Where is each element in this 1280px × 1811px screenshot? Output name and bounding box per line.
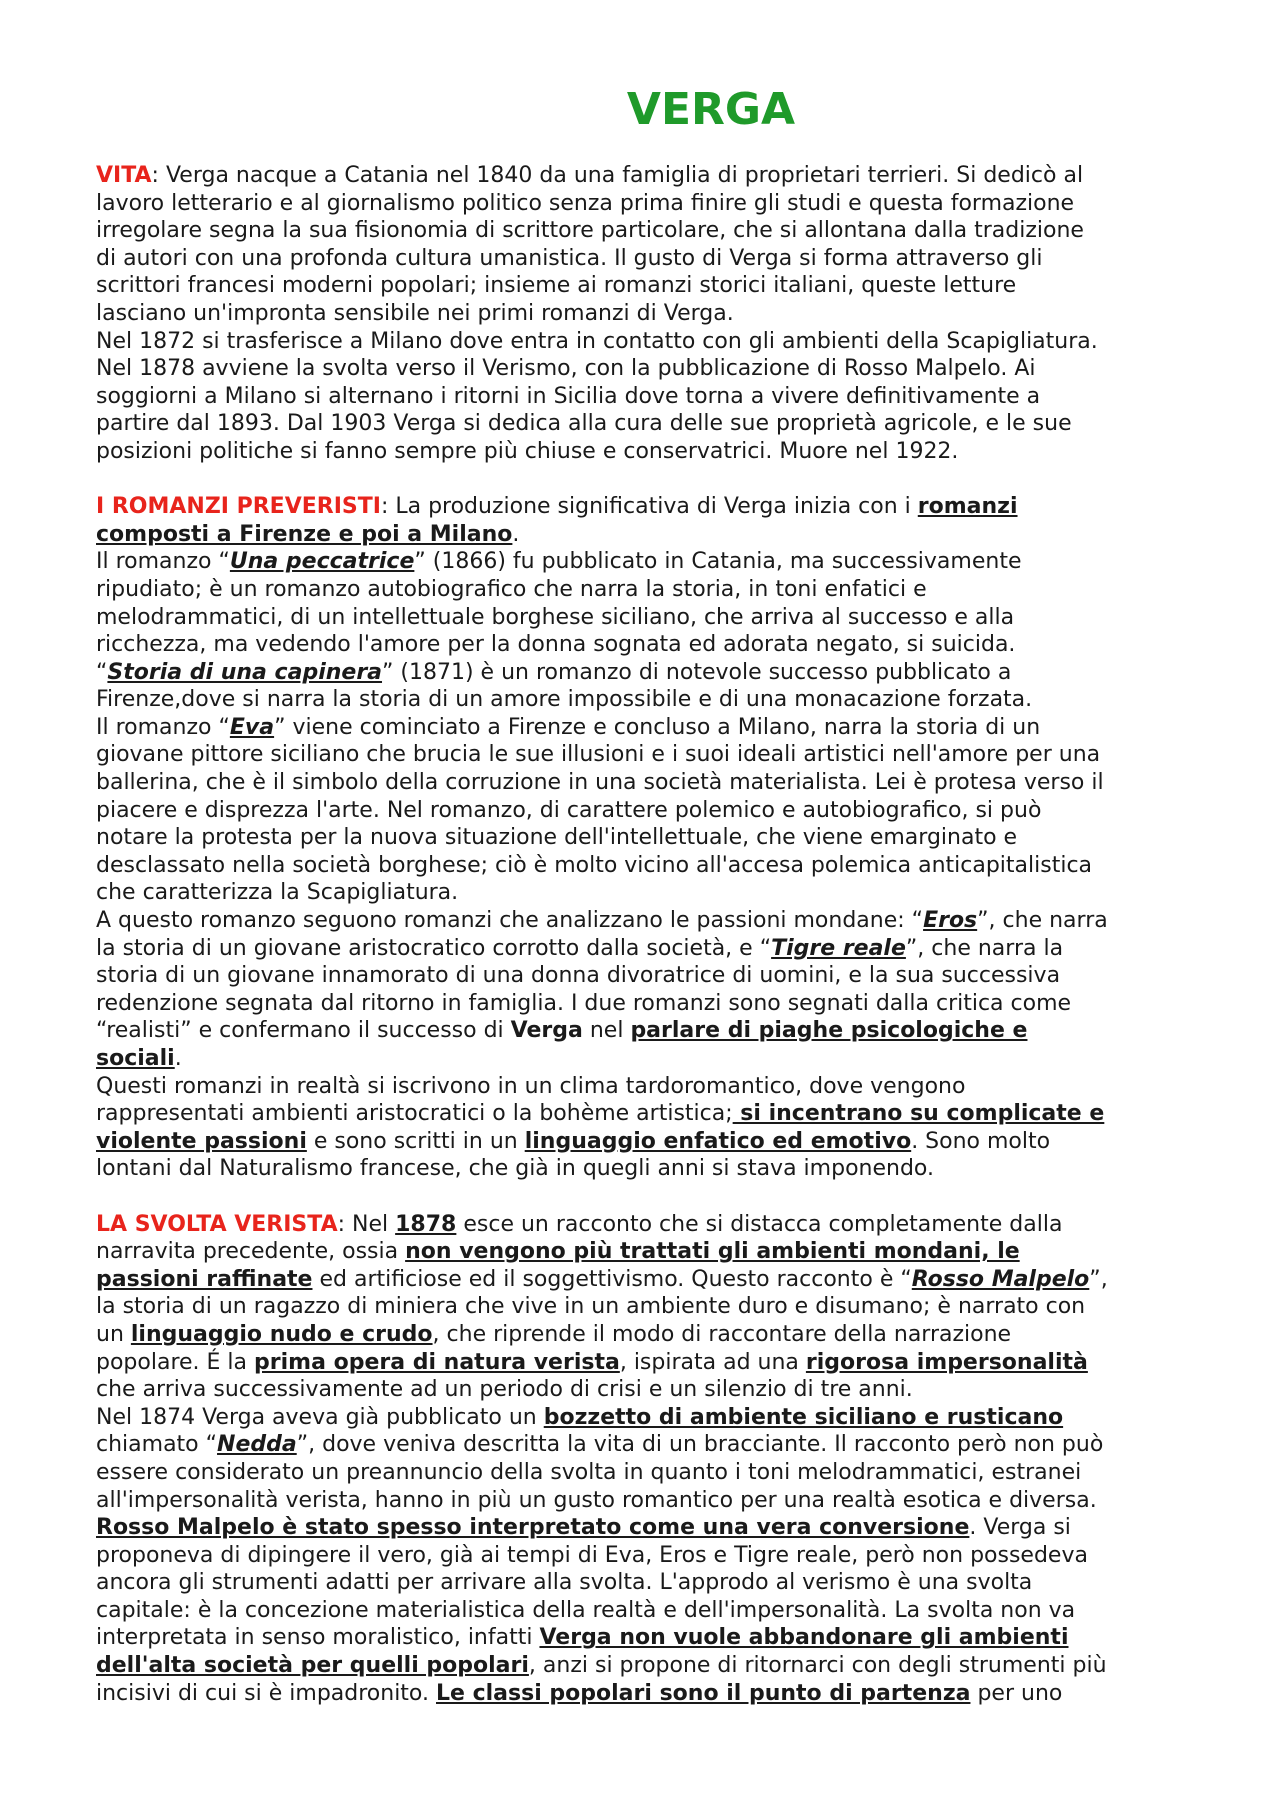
body-text: lontani dal Naturalismo francese, che già in quegli anni si stava imponendo. [96,1156,934,1182]
emphasis-text: Verga non vuole abbandonare gli ambienti [539,1625,1069,1651]
section-heading: VITA [96,163,152,188]
text-line [96,1376,1196,1404]
body-text: interpretata in senso moralistico, infatti [96,1625,540,1651]
body-text: ed artificiose ed il soggettivismo. Questo racconto è “ [312,1266,912,1292]
text-line [96,1404,1196,1432]
body-text: lasciano un'impronta sensibile nei primi romanzi di Verga. [96,300,734,326]
body-text: incisivi di cui si è impadronito. [96,1680,436,1706]
document-title: VERGA [626,84,796,135]
body-text: , che riprende il modo di raccontare della narrazione [432,1321,1012,1347]
text-line [96,714,1196,742]
body-text: un [96,1321,131,1347]
text-line [96,1349,1196,1377]
document-body [96,162,1196,1707]
body-text: desclassato nella società borghese; ciò è molto vicino all'accesa polemica anticapitalistica [96,852,1093,878]
emphasis-text: si incentrano su complicate e [732,1101,1105,1127]
text-line [96,1321,1196,1349]
text-line [96,272,1196,300]
body-text: , ispirata ad una [619,1349,806,1375]
text-line [96,741,1196,769]
text-line [96,1652,1196,1680]
body-text: che caratterizza la Scapigliatura. [96,880,459,906]
text-line [96,852,1196,880]
emphasis-text: composti a Firenze e poi a Milano [96,521,513,547]
emphasis-text: Le classi popolari sono il punto di partenza [436,1680,971,1706]
body-text: . Verga si [969,1515,1071,1541]
emphasis-text: dell'alta società per quelli popolari [96,1653,529,1679]
text-line [96,1128,1196,1156]
text-line [96,1155,1196,1183]
text-line [96,1293,1196,1321]
body-text: nel [582,1018,631,1044]
body-text: proponeva di dipingere il vero, già ai tempi di Eva, Eros e Tigre reale, però non possedeva [96,1542,1088,1568]
emphasis-text: bozzetto di ambiente siciliano e rusticano [543,1404,1064,1430]
text-line [96,1624,1196,1652]
body-text: essere considerato un preannuncio della svolta in quanto i toni melodrammatici, estranei [96,1459,1082,1485]
body-text: ”, che narra la [905,935,1064,961]
text-line [96,604,1196,632]
text-line [96,659,1196,687]
body-text: ” (1871) è un romanzo di notevole successo pubblicato a [382,659,1012,685]
text-line [96,1238,1196,1266]
text-line [96,1045,1196,1073]
body-text: piacere e disprezza l'arte. Nel romanzo, di carattere polemico e autobiografico, si può [96,797,1042,823]
work-title: Storia di una capinera [107,659,383,685]
body-text: ancora gli strumenti adatti per arrivare alla svolta. L'approdo al verismo è una svolta [96,1570,1033,1596]
body-text: ricchezza, ma vedendo l'amore per la donna sognata ed adorata negato, si suicida. [96,632,1016,658]
text-line [96,521,1196,549]
text-line [96,1514,1196,1542]
body-text: ” viene cominciato a Firenze e concluso a Milano, narra la storia di un [274,714,1041,740]
body-text: di autori con una profonda cultura umanistica. Il gusto di Verga si forma attraverso gli [96,245,1043,271]
work-title: Eva [229,714,275,740]
text-line [96,1431,1196,1459]
body-text: Firenze,dove si narra la storia di un amore impossibile e di una monacazione forzata. [96,687,1033,713]
section-1 [96,162,1196,466]
text-line [96,548,1196,576]
body-text: popolare. É la [96,1349,255,1375]
body-text: soggiorni a Milano si alternano i ritorni in Sicilia dove torna a vivere definitivamente a [96,383,1041,409]
text-line [96,217,1196,245]
text-line [96,383,1196,411]
body-text: esce un racconto che si distacca completamente dalla [456,1211,1063,1237]
body-text: all'impersonalità verista, hanno in più un gusto romantico per una realtà esotica e diversa. [96,1487,1097,1513]
body-text: “realisti” e confermano il successo di [96,1018,511,1044]
body-text: per uno [970,1680,1063,1706]
body-text: . [512,521,520,547]
section-2 [96,493,1196,1183]
body-text: ”, [1089,1266,1108,1292]
text-line [96,962,1196,990]
emphasis-text: violente passioni [96,1128,307,1154]
text-line [96,493,1196,521]
work-title: Nedda [217,1432,297,1458]
body-text: scrittori francesi moderni popolari; insieme ai romanzi storici italiani, queste letture [96,273,1017,299]
body-text: storia di un giovane innamorato di una donna divoratrice di uomini, e la sua successiva [96,963,1061,989]
body-text: e sono scritti in un [306,1128,525,1154]
body-text: . [174,1046,182,1071]
text-line [96,300,1196,328]
text-line [96,824,1196,852]
body-text: posizioni politiche si fanno sempre più chiuse e conservatrici. Muore nel 1922. [96,438,959,464]
body-text: ripudiato; è un romanzo autobiografico che narra la storia, in toni enfatici e [96,576,927,602]
text-line [96,797,1196,825]
work-title: Una peccatrice [229,549,415,575]
body-text: : Verga nacque a Catania nel 1840 da una famiglia di proprietari terrieri. Si dedicò al [151,163,1084,188]
emphasis-text: Rosso Malpelo è stato spesso interpretato come una vera conversione [96,1515,970,1541]
emphasis-text: non vengono più trattati gli ambienti mondani, le [405,1239,1020,1265]
text-line [96,328,1196,356]
body-text: : La produzione significativa di Verga inizia con i [380,494,918,520]
text-line [96,1017,1196,1045]
text-line [96,1542,1196,1570]
body-text: narravita precedente, ossia [96,1239,406,1265]
emphasis-text: sociali [96,1046,175,1071]
body-text: notare la protesta per la nuova situazione dell'intellettuale, che viene emarginato e [96,825,1018,851]
body-text: , anzi si propone di ritornarci con degli strumenti più [528,1653,1107,1679]
body-text: Nel 1874 Verga aveva già pubblicato un [96,1404,544,1430]
emphasis-text: rigorosa impersonalità [805,1349,1088,1375]
section-heading: LA SVOLTA VERISTA [96,1211,338,1237]
body-text: Questi romanzi in realtà si iscrivono in un clima tardoromantico, dove vengono [96,1073,966,1099]
body-text: lavoro letterario e al giornalismo politico senza prima finire gli studi e questa formazione [96,190,1075,216]
section-3 [96,1211,1196,1708]
body-text: che arriva successivamente ad un periodo di crisi e un silenzio di tre anni. [96,1377,913,1403]
emphasis-text: 1878 [395,1211,457,1237]
body-text: Nel 1872 si trasferisce a Milano dove entra in contatto con gli ambienti della Scapigliatura. [96,328,1098,354]
body-text: ballerina, che è il simbolo della corruzione in una società materialista. Lei è protesa verso il [96,770,1104,796]
text-line [96,162,1196,190]
text-line [96,1459,1196,1487]
body-text: capitale: è la concezione materialistica della realtà e dell'impersonalità. La svolta non va [96,1597,1076,1623]
text-line [96,1266,1196,1294]
bold-text: Verga [510,1018,583,1044]
text-line [96,410,1196,438]
text-line [96,1211,1196,1239]
emphasis-text: linguaggio enfatico ed emotivo [524,1128,912,1154]
text-line [96,576,1196,604]
body-text: . Sono molto [911,1128,1051,1154]
body-text: irregolare segna la sua fisionomia di scrittore particolare, che si allontana dalla tradizione [96,218,1084,244]
text-line [96,1569,1196,1597]
text-line [96,1487,1196,1515]
body-text: “ [96,659,108,685]
body-text: rappresentati ambienti aristocratici o la bohème artistica; [96,1101,733,1127]
body-text: Nel 1878 avviene la svolta verso il Verismo, con la pubblicazione di Rosso Malpelo. Ai [96,356,1036,382]
text-line [96,879,1196,907]
section-heading: I ROMANZI PREVERISTI [96,494,381,520]
body-text: chiamato “ [96,1432,218,1458]
text-line [96,355,1196,383]
body-text: ”, dove veniva descritta la vita di un bracciante. Il racconto però non può [296,1432,1104,1458]
text-line [96,1597,1196,1625]
body-text: Il romanzo “ [96,714,230,740]
text-line [96,686,1196,714]
work-title: Eros [923,908,978,934]
text-line [96,935,1196,963]
document-page [96,80,1196,1735]
emphasis-text: passioni raffinate [96,1266,313,1292]
body-text: partire dal 1893. Dal 1903 Verga si dedica alla cura delle sue proprietà agricole, e le sue [96,411,1072,437]
text-line [96,438,1196,466]
body-text: giovane pittore siciliano che brucia le sue illusioni e i suoi ideali artistici nell'amore per una [96,742,1101,768]
body-text: redenzione segnata dal ritorno in famiglia. I due romanzi sono segnati dalla critica come [96,990,1072,1016]
text-line [96,769,1196,797]
emphasis-text: parlare di piaghe psicologiche e [630,1018,1028,1044]
text-line [96,1680,1196,1708]
work-title: Rosso Malpelo [911,1266,1090,1292]
text-line [96,631,1196,659]
text-line [96,907,1196,935]
body-text: melodrammatici, di un intellettuale borghese siciliano, che arriva al successo e alla [96,604,1015,630]
work-title: Tigre reale [771,935,906,961]
text-line [96,190,1196,218]
body-text: : Nel [337,1211,396,1237]
body-text: ”, che narra [977,908,1108,934]
text-line [96,1073,1196,1101]
body-text: la storia di un giovane aristocratico corrotto dalla società, e “ [96,935,772,961]
text-line [96,1100,1196,1128]
body-text: Il romanzo “ [96,549,230,575]
emphasis-text: linguaggio nudo e crudo [130,1321,433,1347]
body-text: ” (1866) fu pubblicato in Catania, ma successivamente [414,549,1022,575]
emphasis-text: prima opera di natura verista [254,1349,620,1375]
body-text: la storia di un ragazzo di miniera che vive in un ambiente duro e disumano; è narrato con [96,1294,1086,1320]
body-text: A questo romanzo seguono romanzi che analizzano le passioni mondane: “ [96,908,924,934]
text-line [96,990,1196,1018]
emphasis-text: romanzi [917,494,1018,520]
text-line [96,245,1196,273]
